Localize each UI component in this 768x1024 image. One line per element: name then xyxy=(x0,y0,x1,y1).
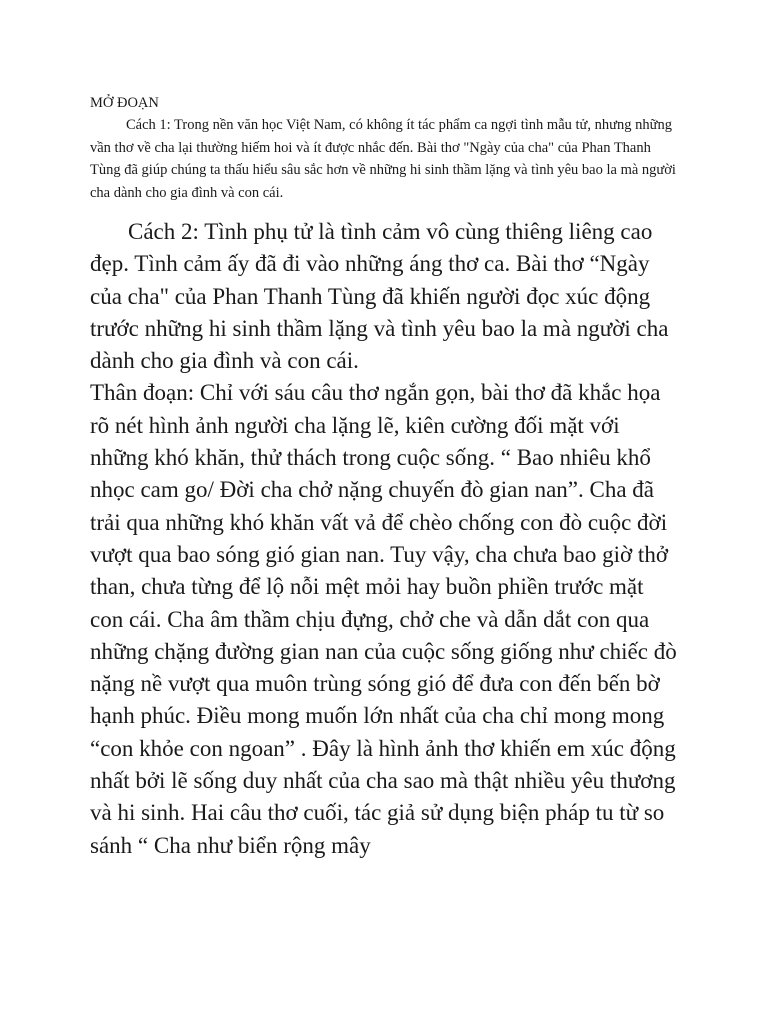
section-heading: MỞ ĐOẠN xyxy=(90,95,159,111)
main-text-block xyxy=(90,216,682,862)
document-page xyxy=(90,92,682,862)
body-section: Thân đoạn: Chỉ với sáu câu thơ ngắn gọn, bài thơ đã khắc họa rõ nét hình ảnh người cha lặng lẽ, kiên cường đối mặt với những khó khăn, thử thách trong cuộc sống. “ Bao nhiêu khổ nhọc cam go/ Đời cha chở nặng chuyến đò gian nan”. Cha đã trải qua những khó khăn vất vả để chèo chống con đò cuộc đời vượt qua bao sóng gió gian nan. Tuy vậy, cha chưa bao giờ thở than, chưa từng để lộ nỗi mệt mỏi hay buồn phiền trước mặt con cái. Cha âm thầm chịu đựng, chở che và dẫn dắt con qua những chặng đường gian nan của cuộc sống giống như chiếc đò nặng nề vượt qua muôn trùng sóng gió để đưa con đến bến bờ hạnh phúc. Điều mong muốn lớn nhất của cha chỉ mong mong “con khỏe con ngoan” . Đây là hình ảnh thơ khiến em xúc động nhất bởi lẽ sống duy nhất của cha sao mà thật nhiều yêu thương và hi sinh. Hai câu thơ cuối, tác giả sử dụng biện pháp tu từ so sánh “ Cha như biển rộng mây xyxy=(90,380,677,858)
opening-option-2: Cách 2: Tình phụ tử là tình cảm vô cùng thiêng liêng cao đẹp. Tình cảm ấy đã đi vào những áng thơ ca. Bài thơ “Ngày của cha" của Phan Thanh Tùng đã khiến người đọc xúc động trước những hi sinh thầm lặng và tình yêu bao la mà người cha dành cho gia đình và con cái. xyxy=(90,219,669,374)
opening-option-1: Cách 1: Trong nền văn học Việt Nam, có không ít tác phẩm ca ngợi tình mẫu tử, nhưng những vần thơ về cha lại thường hiếm hoi và ít được nhắc đến. Bài thơ "Ngày của cha" của Phan Thanh Tùng đã giúp chúng ta thấu hiểu sâu sắc hơn về những hi sinh thầm lặng và tình yêu bao la mà người cha dành cho gia đình và con cái. xyxy=(90,117,676,201)
